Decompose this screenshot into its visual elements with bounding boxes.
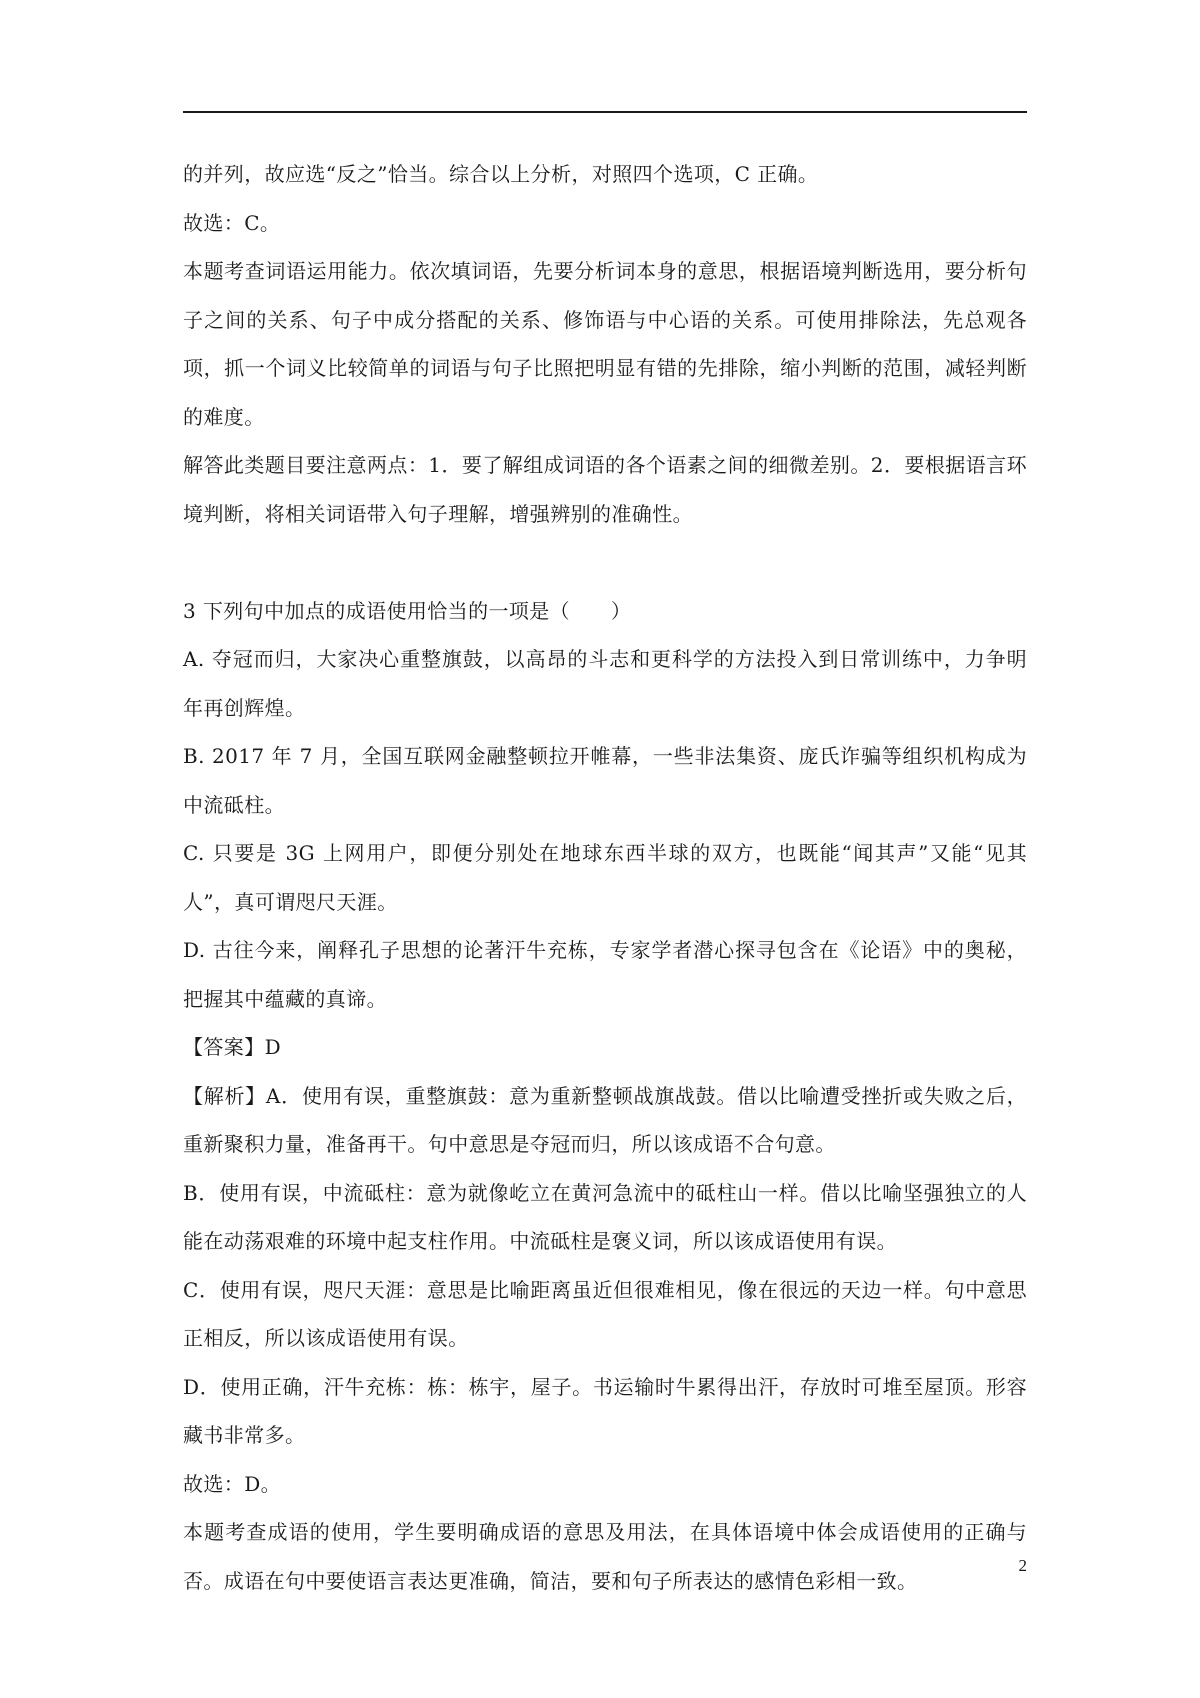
previous-answer-choice: 故选：C。 [183,210,281,235]
previous-answer-tip: 解答此类题目要注意两点：1．要了解组成词语的各个语素之间的细微差别。2．要根据语言环境判断，将相关词语带入句子理解，增强辨别的准确性。 [183,453,1027,526]
option-c: C. 只要是 3G 上网用户，即便分别处在地球东西半球的双方，也既能“闻其声”又能“见其人”，真可谓咫尺天涯。 [183,841,1027,914]
page-body [183,150,1027,1605]
question-stem: 3 下列句中加点的成语使用恰当的一项是（ ） [183,598,632,623]
analysis-d: D．使用正确，汗牛充栋：栋：栋宇，屋子。书运输时牛累得出汗，存放时可堆至屋顶。形容藏书非常多。 [183,1374,1027,1447]
question-summary: 本题考查成语的使用，学生要明确成语的意思及用法，在具体语境中体会成语使用的正确与否。成语在句中要使语言表达更准确，简洁，要和句子所表达的感情色彩相一致。 [183,1520,1027,1593]
header-rule [183,111,1027,113]
previous-answer-summary: 本题考查词语运用能力。依次填词语，先要分析词本身的意思，根据语境判断选用，要分析句子之间的关系、句子中成分搭配的关系、修饰语与中心语的关系。可使用排除法，先总观各项，抓一个词义比较简单的词语与句子比照把明显有错的先排除，缩小判断的范围，减轻判断的难度。 [183,259,1027,429]
analysis-b: B．使用有误，中流砥柱：意为就像屹立在黄河急流中的砥柱山一样。借以比喻坚强独立的人能在动荡艰难的环境中起支柱作用。中流砥柱是褒义词，所以该成语使用有误。 [183,1180,1027,1253]
analysis-c: C．使用有误，咫尺天涯：意思是比喻距离虽近但很难相见，像在很远的天边一样。句中意思正相反，所以该成语使用有误。 [183,1277,1027,1350]
page-number: 2 [1018,1556,1027,1575]
analysis-a: 【解析】A．使用有误，重整旗鼓：意为重新整顿战旗战鼓。借以比喻遭受挫折或失败之后，重新聚积力量，准备再干。句中意思是夺冠而归，所以该成语不合句意。 [183,1083,1027,1156]
previous-answer-continuation: 的并列，故应选“反之”恰当。综合以上分析，对照四个选项，C 正确。 [183,162,819,186]
option-d: D. 古往今来，阐释孔子思想的论著汗牛充栋，专家学者潜心探寻包含在《论语》中的奥秘，把握其中蕴藏的真谛。 [183,938,1027,1011]
section-gap [183,538,1027,587]
option-a: A. 夺冠而归，大家决心重整旗鼓，以高昂的斗志和更科学的方法投入到日常训练中，力争明年再创辉煌。 [183,647,1027,720]
question-choice: 故选：D。 [183,1471,282,1496]
answer-line: 【答案】D [183,1035,282,1059]
option-b: B. 2017 年 7 月，全国互联网金融整顿拉开帷幕，一些非法集资、庞氏诈骗等组织机构成为中流砥柱。 [183,744,1027,817]
